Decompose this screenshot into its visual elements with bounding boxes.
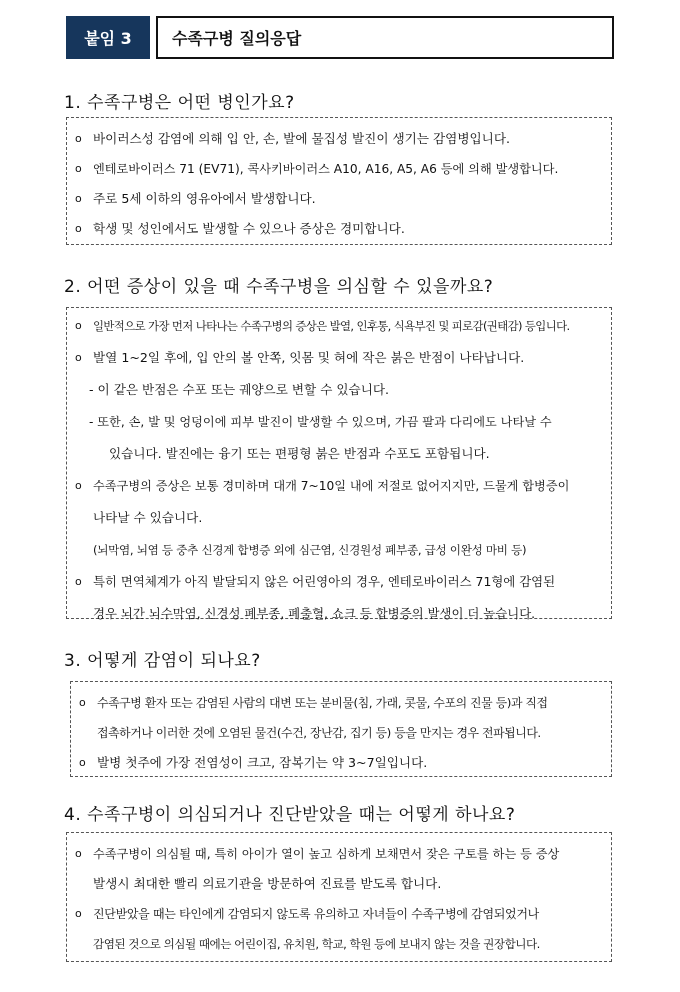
list-item: o 수족구병의 증상은 보통 경미하며 대개 7~10일 내에 저절로 없어지지만, 드물게 합병증이 [75,479,570,493]
q2-answer-box [66,307,612,619]
list-item: o 발병 첫주에 가장 전염성이 크고, 잠복기는 약 3~7일입니다. [79,755,428,770]
list-item-continued: 나타날 수 있습니다. [93,510,203,525]
list-item-continued: 감염된 것으로 의심될 때에는 어린이집, 유치원, 학교, 학원 등에 보내지 않는 것을 권장합니다. [93,937,540,951]
list-item: o 진단받았을 때는 타인에게 감염되지 않도록 유의하고 자녀들이 수족구병에 감염되었거나 [75,907,539,921]
list-item-continued: 발생시 최대한 빨리 의료기관을 방문하여 진료를 받도록 합니다. [93,876,442,891]
q4-answer-box [66,832,612,962]
q3-heading: 3. 어떻게 감염이 되나요? [64,651,261,671]
list-sub-item: - 또한, 손, 발 및 엉덩이에 피부 발진이 발생할 수 있으며, 가끔 팔과 다리에도 나타날 수 [89,415,552,429]
q1-heading: 1. 수족구병은 어떤 병인가요? [64,93,295,113]
appendix-tag: 붙임 3 [66,16,150,59]
document-header [66,16,614,59]
list-item: o 일반적으로 가장 먼저 나타나는 수족구병의 증상은 발열, 인후통, 식욕부진 및 피로감(권태감) 등입니다. [75,319,570,333]
q3-answer-box [70,681,612,777]
list-item: o 발열 1~2일 후에, 입 안의 볼 안쪽, 잇몸 및 혀에 작은 붉은 반점이 나타납니다. [75,350,525,365]
list-item-continued: 경우 뇌간 뇌수막염, 신경성 폐부종, 폐출혈, 쇼크 등 합병증의 발생이 더 높습니다. [93,606,536,621]
list-item: o 학생 및 성인에서도 발생할 수 있으나 증상은 경미합니다. [75,221,405,236]
list-sub-item: - 이 같은 반점은 수포 또는 궤양으로 변할 수 있습니다. [89,382,390,397]
list-item: o 특히 면역체계가 아직 발달되지 않은 어린영아의 경우, 엔테로바이러스 71형에 감염된 [75,574,556,589]
list-item: o 수족구병이 의심될 때, 특히 아이가 열이 높고 심하게 보채면서 잦은 구토를 하는 등 증상 [75,847,560,861]
list-item-note: (뇌막염, 뇌염 등 중추 신경계 합병증 외에 심근염, 신경원성 폐부종, 급성 이완성 마비 등) [93,543,527,557]
q1-answer-box [66,117,612,245]
list-item: o 수족구병 환자 또는 감염된 사람의 대변 또는 분비물(침, 가래, 콧물, 수포의 진물 등)과 직접 [79,696,548,710]
q4-heading: 4. 수족구병이 의심되거나 진단받았을 때는 어떻게 하나요? [64,805,516,825]
list-item: o 주로 5세 이하의 영유아에서 발생합니다. [75,191,316,206]
list-item: o 바이러스성 감염에 의해 입 안, 손, 발에 물집성 발진이 생기는 감염병입니다. [75,131,511,146]
document-title: 수족구병 질의응답 [156,16,614,59]
list-item-continued: 접촉하거나 이러한 것에 오염된 물건(수건, 장난감, 집기 등) 등을 만지는 경우 전파됩니다. [97,726,541,740]
list-sub-item-continued: 있습니다. 발진에는 융기 또는 편평형 붉은 반점과 수포도 포함됩니다. [109,446,490,461]
q2-heading: 2. 어떤 증상이 있을 때 수족구병을 의심할 수 있을까요? [64,277,494,297]
list-item: o 엔테로바이러스 71 (EV71), 콕사키바이러스 A10, A16, A5, A6 등에 의해 발생합니다. [75,162,559,176]
